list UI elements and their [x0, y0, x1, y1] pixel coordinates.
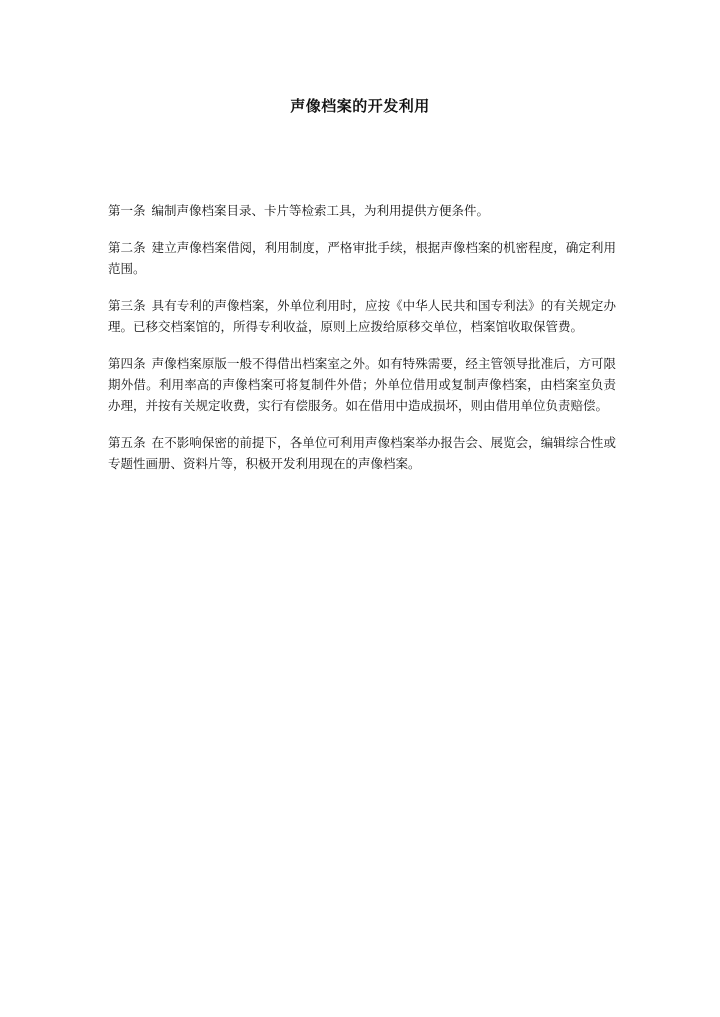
- article-1: [108, 200, 616, 221]
- article-5: [108, 432, 616, 474]
- article-label: 第一条: [108, 203, 146, 218]
- article-2: [108, 237, 616, 279]
- article-label: 第二条: [108, 240, 146, 255]
- article-text: 编制声像档案目录、卡片等检索工具，为利用提供方便条件。: [151, 203, 490, 218]
- article-3: [108, 295, 616, 337]
- article-label: 第五条: [108, 435, 146, 450]
- document-body: [108, 200, 616, 490]
- article-text: 具有专利的声像档案，外单位利用时，应按《中华人民共和国专利法》的有关规定办理。已移交档案馆的，所得专利收益，原则上应拨给原移交单位，档案馆收取保管费。: [108, 298, 616, 334]
- article-label: 第四条: [108, 356, 146, 371]
- article-text: 声像档案原版一般不得借出档案室之外。如有特殊需要，经主管领导批准后，方可限期外借。利用率高的声像档案可将复制件外借；外单位借用或复制声像档案，由档案室负责办理，并按有关规定收费，实行有偿服务。如在借用中造成损坏，则由借用单位负责赔偿。: [108, 356, 616, 413]
- article-text: 在不影响保密的前提下，各单位可利用声像档案举办报告会、展览会，编辑综合性或专题性画册、资料片等，积极开发利用现在的声像档案。: [108, 435, 616, 471]
- article-label: 第三条: [108, 298, 146, 313]
- article-4: [108, 353, 616, 416]
- document-title: 声像档案的开发利用: [290, 97, 430, 115]
- article-text: 建立声像档案借阅，利用制度，严格审批手续，根据声像档案的机密程度，确定利用范围。: [108, 240, 616, 276]
